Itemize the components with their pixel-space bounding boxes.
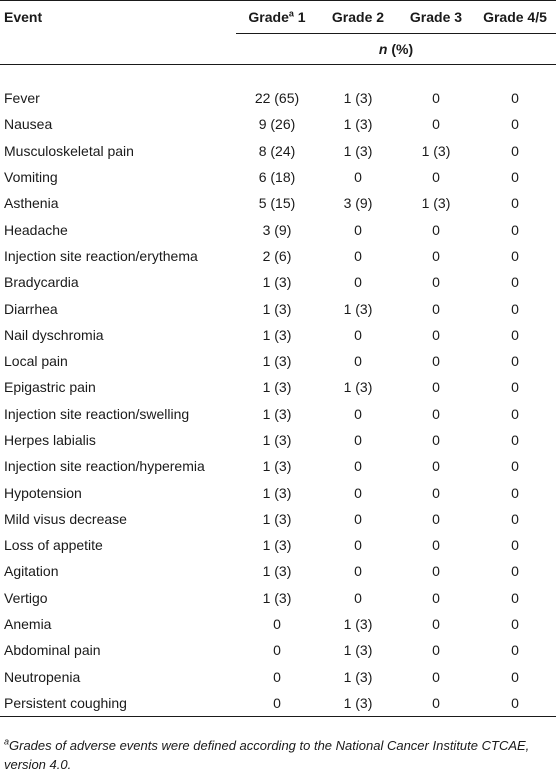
- cell-grade-4-5: 0: [511, 169, 519, 186]
- cell-grade-1: 1 (3): [262, 326, 292, 343]
- cell-grade-4-5: 0: [511, 195, 519, 212]
- cell-grade-1: 1 (3): [262, 353, 292, 370]
- cell-grade-3: 0: [432, 668, 440, 685]
- footnote-text: Grades of adverse events were defined according to the National Cancer Institute CTCAE, version 4.0.: [4, 738, 530, 772]
- table-row: [0, 690, 556, 717]
- cell-grade-1: 1 (3): [262, 300, 292, 317]
- table-row: [0, 506, 556, 532]
- table-row: [0, 243, 556, 269]
- table-row: [0, 401, 556, 427]
- cell-grade-3: 0: [432, 353, 440, 370]
- cell-grade-4-5: 0: [511, 116, 519, 133]
- cell-grade-3: 0: [432, 326, 440, 343]
- cell-grade-2: 1 (3): [343, 616, 373, 633]
- cell-grade-4-5: 0: [511, 353, 519, 370]
- cell-event: Vomiting: [4, 169, 58, 186]
- cell-grade-2: 0: [354, 169, 362, 186]
- cell-grade-4-5: 0: [511, 563, 519, 580]
- table-row: [0, 190, 556, 216]
- header-grade-1: Grade$^a$ 1: [236, 1, 318, 34]
- table-row: [0, 322, 556, 348]
- cell-event: Anemia: [4, 616, 52, 633]
- cell-grade-2: 1 (3): [343, 642, 373, 659]
- cell-grade-4-5: 0: [511, 326, 519, 343]
- cell-grade-1: 0: [273, 616, 281, 633]
- cell-grade-4-5: 0: [511, 668, 519, 685]
- cell-grade-2: 0: [354, 405, 362, 422]
- cell-grade-4-5: 0: [511, 405, 519, 422]
- cell-grade-1: 1 (3): [262, 563, 292, 580]
- footnote: [4, 736, 552, 774]
- cell-grade-4-5: 0: [511, 247, 519, 264]
- table-row: [0, 637, 556, 663]
- cell-grade-1: 22 (65): [254, 90, 300, 107]
- cell-grade-1: 2 (6): [262, 247, 292, 264]
- cell-grade-2: 0: [354, 589, 362, 606]
- cell-grade-3: 0: [432, 221, 440, 238]
- cell-grade-2: 0: [354, 353, 362, 370]
- cell-grade-2: 0: [354, 563, 362, 580]
- table-row: [0, 427, 556, 453]
- cell-grade-3: 0: [432, 537, 440, 554]
- cell-event: Bradycardia: [4, 274, 79, 291]
- cell-grade-1: 9 (26): [258, 116, 296, 133]
- cell-grade-2: 0: [354, 432, 362, 448]
- cell-event: Musculoskeletal pain: [4, 142, 134, 159]
- cell-event: Epigastric pain: [4, 379, 96, 396]
- cell-grade-4-5: 0: [474, 690, 556, 717]
- cell-grade-1: 8 (24): [258, 142, 296, 159]
- header-grade-1-superscript: a: [288, 8, 294, 19]
- table-row: [0, 348, 556, 374]
- table-row: [0, 479, 556, 505]
- table-row: [0, 85, 556, 111]
- header-grade-2: Grade 2: [318, 1, 398, 34]
- table-row: [0, 611, 556, 637]
- header-row: [0, 1, 556, 34]
- cell-grade-2: 0: [354, 326, 362, 343]
- cell-grade-4-5: 0: [511, 142, 519, 159]
- cell-grade-3: 0: [432, 458, 440, 475]
- cell-grade-1: 1 (3): [262, 274, 292, 291]
- cell-grade-1: 1 (3): [262, 510, 292, 527]
- cell-event: Injection site reaction/erythema: [4, 247, 198, 264]
- cell-grade-1: 1 (3): [262, 458, 292, 475]
- table-row: [0, 216, 556, 242]
- cell-event: Diarrhea: [4, 300, 58, 317]
- cell-grade-2: 0: [354, 247, 362, 264]
- cell-grade-2: 1 (3): [343, 90, 373, 107]
- cell-grade-3: 0: [432, 432, 440, 448]
- cell-grade-3: 1 (3): [421, 142, 451, 159]
- cell-grade-3: 1 (3): [421, 195, 451, 212]
- cell-event: Injection site reaction/hyperemia: [4, 458, 205, 475]
- cell-grade-3: 0: [432, 247, 440, 264]
- cell-grade-4-5: 0: [511, 432, 519, 448]
- cell-grade-1: 6 (18): [258, 169, 296, 186]
- table-row: [0, 138, 556, 164]
- cell-grade-2: 0: [354, 458, 362, 475]
- cell-grade-4-5: 0: [511, 90, 519, 107]
- cell-event: Hypotension: [4, 484, 82, 501]
- cell-grade-2: 0: [354, 510, 362, 527]
- cell-grade-4-5: 0: [511, 379, 519, 396]
- cell-grade-1: 0: [273, 668, 281, 685]
- cell-grade-4-5: 0: [511, 458, 519, 475]
- cell-grade-4-5: 0: [511, 616, 519, 633]
- cell-event: Injection site reaction/swelling: [4, 405, 190, 422]
- cell-grade-2: 0: [354, 484, 362, 501]
- table-row: [0, 111, 556, 137]
- table-row: [0, 295, 556, 321]
- cell-grade-1: 1 (3): [262, 405, 292, 422]
- cell-grade-4-5: 0: [511, 537, 519, 554]
- header-event: Event: [0, 1, 236, 34]
- subheader-row: [0, 34, 556, 65]
- header-grade-4-5: Grade 4/5: [474, 1, 556, 34]
- cell-grade-2: 0: [354, 537, 362, 554]
- table-row: [0, 453, 556, 479]
- cell-grade-1: 1 (3): [262, 379, 292, 396]
- cell-event: Nausea: [4, 116, 53, 133]
- cell-grade-2: 1 (3): [343, 379, 373, 396]
- cell-event: Neutropenia: [4, 668, 81, 685]
- footnote-superscript: a: [4, 736, 10, 747]
- cell-grade-3: 0: [432, 616, 440, 633]
- cell-event: Abdominal pain: [4, 642, 101, 659]
- cell-grade-2: 0: [354, 221, 362, 238]
- cell-grade-3: 0: [432, 116, 440, 133]
- cell-grade-3: 0: [432, 90, 440, 107]
- cell-grade-2: 1 (3): [318, 690, 398, 717]
- cell-grade-4-5: 0: [511, 642, 519, 659]
- cell-grade-3: 0: [432, 379, 440, 396]
- cell-grade-3: 0: [432, 169, 440, 186]
- cell-event: Agitation: [4, 563, 59, 580]
- header-grade-3: Grade 3: [398, 1, 474, 34]
- table-body: [0, 85, 556, 717]
- cell-grade-3: 0: [432, 300, 440, 317]
- cell-event: Mild visus decrease: [4, 510, 127, 527]
- cell-grade-2: 1 (3): [343, 142, 373, 159]
- table-row: [0, 664, 556, 690]
- subheader-n-percent: n (%): [236, 34, 556, 65]
- cell-grade-2: 0: [354, 274, 362, 291]
- cell-event: Vertigo: [4, 589, 48, 606]
- cell-event: Loss of appetite: [4, 537, 103, 554]
- cell-grade-4-5: 0: [511, 510, 519, 527]
- cell-grade-4-5: 0: [511, 589, 519, 606]
- cell-grade-4-5: 0: [511, 274, 519, 291]
- cell-grade-2: 1 (3): [343, 668, 373, 685]
- cell-grade-2: 1 (3): [343, 300, 373, 317]
- cell-grade-2: 3 (9): [343, 195, 373, 212]
- cell-grade-1: 5 (15): [258, 195, 296, 212]
- cell-grade-1: 1 (3): [262, 484, 292, 501]
- cell-grade-1: 3 (9): [262, 221, 292, 238]
- cell-grade-3: 0: [432, 589, 440, 606]
- cell-event: Headache: [4, 221, 68, 238]
- table-row: [0, 164, 556, 190]
- cell-grade-3: 0: [432, 274, 440, 291]
- cell-grade-2: 1 (3): [343, 116, 373, 133]
- cell-event: Local pain: [4, 353, 68, 370]
- cell-event: Fever: [4, 90, 40, 107]
- table-row: [0, 269, 556, 295]
- table-row: [0, 585, 556, 611]
- cell-grade-1: 0: [236, 690, 318, 717]
- cell-grade-3: 0: [432, 510, 440, 527]
- cell-event: Herpes labialis: [4, 432, 96, 448]
- cell-grade-3: 0: [432, 642, 440, 659]
- cell-grade-1: 0: [273, 642, 281, 659]
- table-row: [0, 558, 556, 584]
- cell-grade-4-5: 0: [511, 484, 519, 501]
- table-row: [0, 374, 556, 400]
- cell-grade-3: 0: [432, 484, 440, 501]
- cell-grade-3: 0: [432, 563, 440, 580]
- cell-grade-4-5: 0: [511, 300, 519, 317]
- cell-event: Asthenia: [4, 195, 59, 212]
- cell-grade-1: 1 (3): [262, 537, 292, 554]
- cell-event: Persistent coughing: [0, 690, 236, 717]
- cell-grade-4-5: 0: [511, 221, 519, 238]
- cell-grade-1: 1 (3): [262, 589, 292, 606]
- cell-grade-1: 1 (3): [262, 432, 292, 448]
- table-row: [0, 532, 556, 558]
- cell-grade-3: 0: [432, 405, 440, 422]
- cell-event: Nail dyschromia: [4, 326, 104, 343]
- cell-grade-3: 0: [398, 690, 474, 717]
